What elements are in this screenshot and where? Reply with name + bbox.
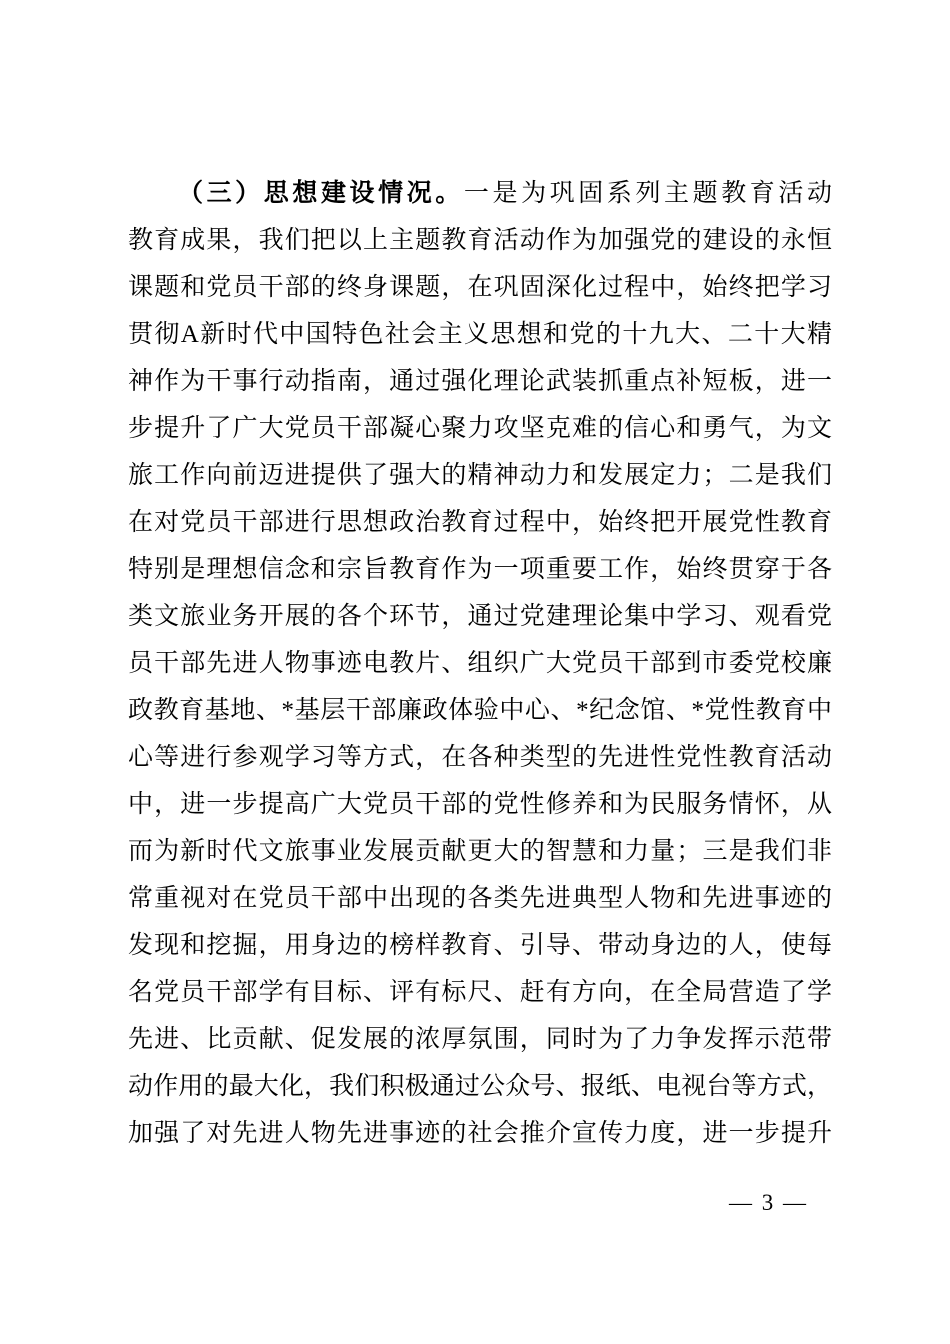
paragraph-line: 而为新时代文旅事业发展贡献更大的智慧和力量；三是我们非 bbox=[128, 838, 832, 865]
paragraph-line: 先进、比贡献、促发展的浓厚氛围，同时为了力争发挥示范带 bbox=[128, 1026, 832, 1053]
paragraph-line: 中，进一步提高广大党员干部的党性修养和为民服务情怀，从 bbox=[128, 791, 832, 818]
paragraph-line: 常重视对在党员干部中出现的各类先进典型人物和先进事迹的 bbox=[128, 885, 832, 912]
paragraph-line-text: 一是为巩固系列主题教育活动 bbox=[463, 180, 832, 207]
paragraph-line: 神作为干事行动指南，通过强化理论武装抓重点补短板，进一 bbox=[128, 368, 832, 395]
paragraph-line: 课题和党员干部的终身课题，在巩固深化过程中，始终把学习 bbox=[128, 274, 832, 301]
paragraph-line: 步提升了广大党员干部凝心聚力攻坚克难的信心和勇气，为文 bbox=[128, 415, 832, 442]
paragraph-line: 政教育基地、*基层干部廉政体验中心、*纪念馆、*党性教育中 bbox=[128, 697, 832, 724]
paragraph-line: 特别是理想信念和宗旨教育作为一项重要工作，始终贯穿于各 bbox=[128, 556, 832, 583]
paragraph-line: 贯彻A新时代中国特色社会主义思想和党的十九大、二十大精 bbox=[128, 321, 832, 348]
paragraph-line: 类文旅业务开展的各个环节，通过党建理论集中学习、观看党 bbox=[128, 603, 832, 630]
paragraph-line: 动作用的最大化，我们积极通过公众号、报纸、电视台等方式， bbox=[128, 1073, 832, 1100]
paragraph-line: 心等进行参观学习等方式，在各种类型的先进性党性教育活动 bbox=[128, 744, 832, 771]
paragraph-line: 名党员干部学有目标、评有标尺、赶有方向，在全局营造了学 bbox=[128, 979, 832, 1006]
paragraph-line: 加强了对先进人物先进事迹的社会推介宣传力度，进一步提升 bbox=[128, 1120, 832, 1147]
paragraph-line: 在对党员干部进行思想政治教育过程中，始终把开展党性教育 bbox=[128, 509, 832, 536]
paragraph-line: 旅工作向前迈进提供了强大的精神动力和发展定力；二是我们 bbox=[128, 462, 832, 489]
paragraph-line bbox=[128, 170, 832, 217]
paragraph-line: 发现和挖掘，用身边的榜样教育、引导、带动身边的人，使每 bbox=[128, 932, 832, 959]
paragraph-line: 员干部先进人物事迹电教片、组织广大党员干部到市委党校廉 bbox=[128, 650, 832, 677]
page-number: — 3 — bbox=[729, 1190, 808, 1215]
paragraph-line: 教育成果，我们把以上主题教育活动作为加强党的建设的永恒 bbox=[128, 227, 832, 254]
section-heading: （三）思想建设情况。 bbox=[178, 180, 464, 207]
body-paragraph bbox=[128, 170, 832, 1157]
